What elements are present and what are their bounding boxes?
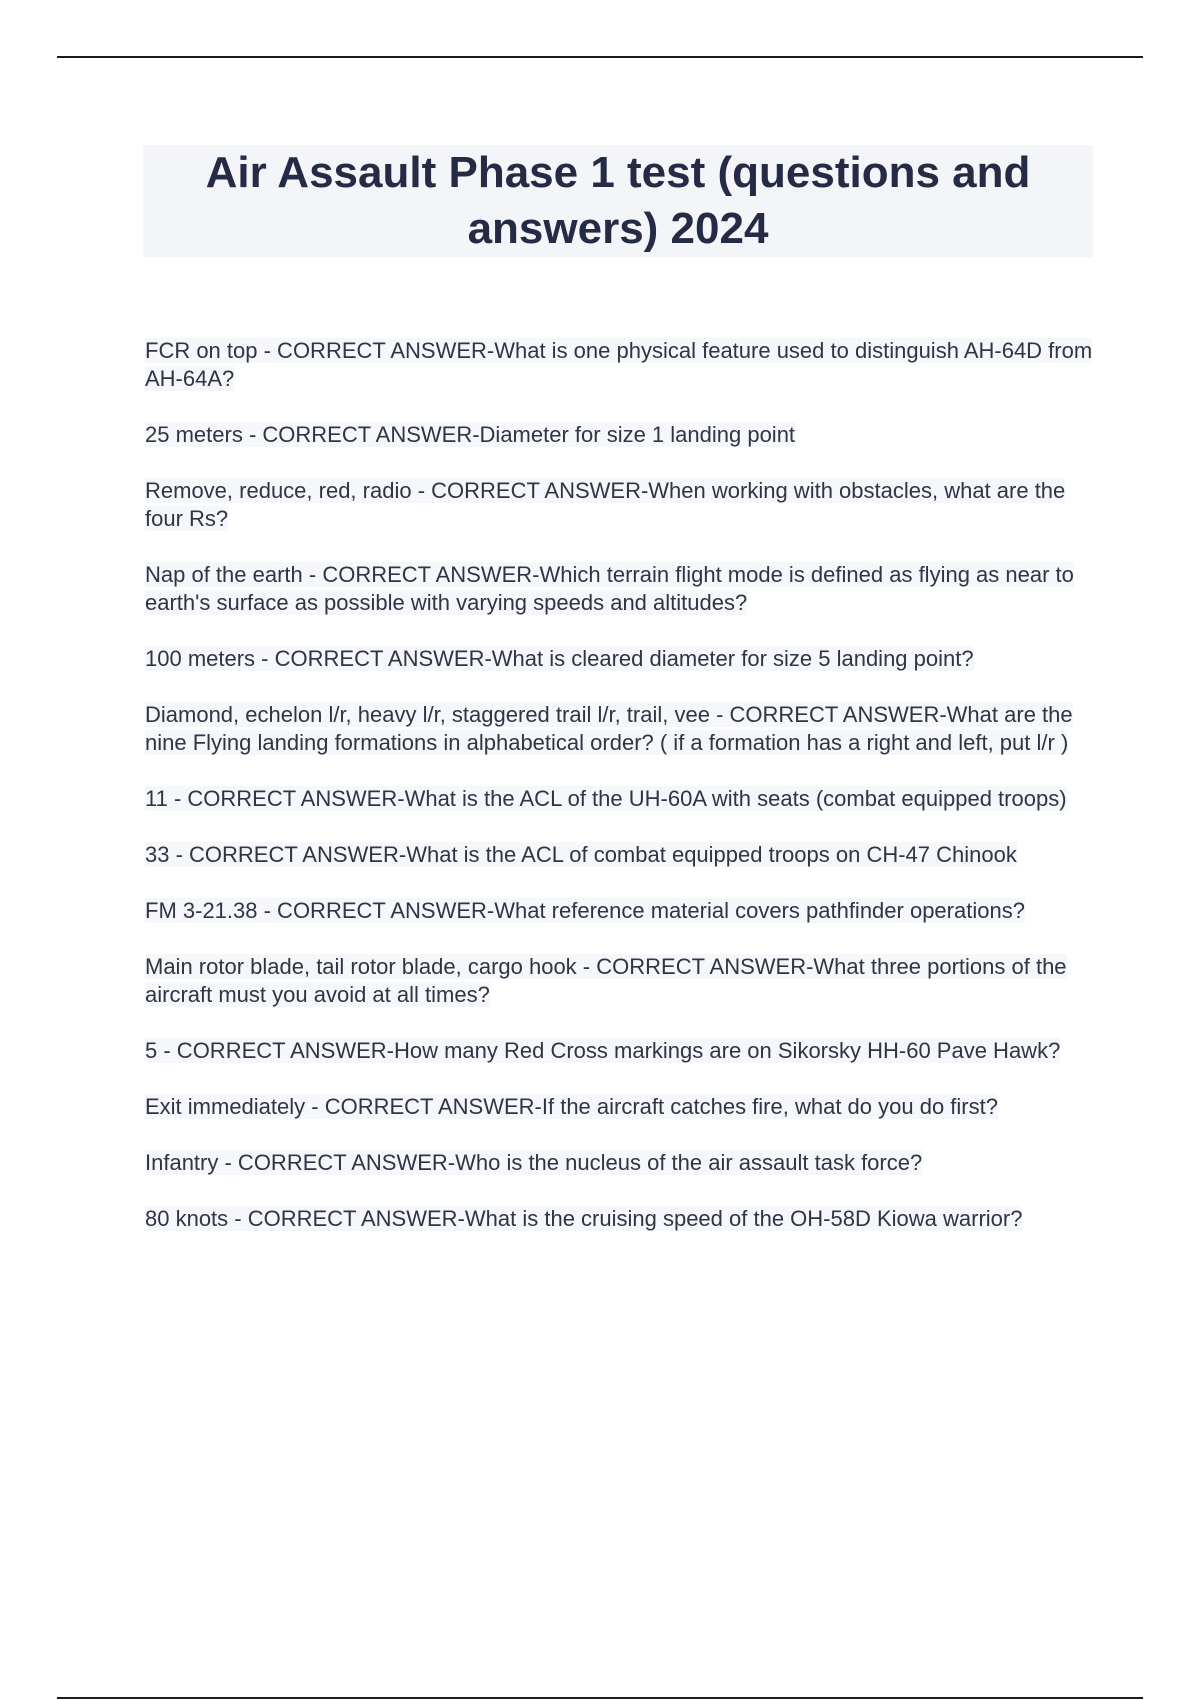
qa-item — [145, 477, 1095, 533]
qa-separator: - CORRECT ANSWER- — [157, 1038, 394, 1063]
qa-text — [145, 646, 974, 671]
qa-question: What is the ACL of combat equipped troops on CH-47 Chinook — [406, 842, 1017, 867]
qa-text — [145, 1150, 922, 1175]
qa-text — [145, 842, 1017, 867]
qa-question: What is the cruising speed of the OH-58D Kiowa warrior? — [464, 1206, 1023, 1231]
qa-text — [145, 1094, 998, 1119]
qa-question: If the aircraft catches fire, what do you do first? — [541, 1094, 998, 1119]
qa-answer: 25 meters — [145, 422, 243, 447]
qa-answer: FCR on top — [145, 338, 258, 363]
qa-text — [145, 702, 1073, 755]
qa-text — [145, 954, 1067, 1007]
qa-question: What is the ACL of the UH-60A with seats (combat equipped troops) — [404, 786, 1067, 811]
qa-answer: Main rotor blade, tail rotor blade, cargo hook — [145, 954, 577, 979]
qa-answer: Infantry — [145, 1150, 219, 1175]
qa-separator: - CORRECT ANSWER- — [218, 1150, 456, 1175]
qa-text — [145, 338, 1092, 391]
qa-separator: - CORRECT ANSWER- — [305, 1094, 542, 1119]
qa-item — [145, 897, 1095, 925]
qa-separator: - CORRECT ANSWER- — [242, 422, 480, 447]
qa-text — [145, 478, 1065, 531]
qa-text — [145, 422, 795, 447]
qa-answer: FM 3-21.38 — [145, 898, 258, 923]
qa-separator: - CORRECT ANSWER- — [257, 338, 495, 363]
qa-answer: Diamond, echelon l/r, heavy l/r, staggered trail l/r, trail, vee — [145, 702, 710, 727]
qa-item — [145, 701, 1095, 757]
qa-item — [145, 645, 1095, 673]
qa-question: What is cleared diameter for size 5 landing point? — [491, 646, 974, 671]
qa-answer: Nap of the earth — [145, 562, 303, 587]
top-rule — [57, 56, 1143, 58]
qa-answer: 11 — [145, 786, 168, 811]
qa-question: How many Red Cross markings are on Sikorsky HH-60 Pave Hawk? — [393, 1038, 1061, 1063]
qa-separator: - CORRECT ANSWER- — [709, 702, 947, 727]
qa-answer: 100 meters — [145, 646, 256, 671]
qa-answer: Exit immediately — [145, 1094, 306, 1119]
page-title: Air Assault Phase 1 test (questions and answers) 2024 — [205, 148, 1031, 253]
qa-item — [145, 785, 1095, 813]
qa-text — [145, 1038, 1060, 1063]
qa-answer: 80 knots — [145, 1206, 229, 1231]
qa-answer: 33 — [145, 842, 170, 867]
qa-question: Who is the nucleus of the air assault task force? — [455, 1150, 923, 1175]
qa-item — [145, 1037, 1095, 1065]
qa-item — [145, 1149, 1095, 1177]
qa-question: What is one physical feature used to distinguish AH-64D from AH-64A? — [145, 338, 1093, 391]
qa-question: Diameter for size 1 landing point — [479, 422, 796, 447]
qa-separator: - CORRECT ANSWER- — [411, 478, 649, 503]
title-banner — [143, 145, 1093, 257]
qa-text — [145, 1206, 1022, 1231]
qa-list — [145, 337, 1095, 1261]
qa-item — [145, 841, 1095, 869]
qa-text — [145, 562, 1074, 615]
qa-separator: - CORRECT ANSWER- — [228, 1206, 465, 1231]
qa-question: What are the nine Flying landing formations in alphabetical order? ( if a formation has a right and left, put l/r ) — [145, 702, 1073, 755]
qa-item — [145, 337, 1095, 393]
qa-separator: - CORRECT ANSWER- — [167, 786, 405, 811]
qa-answer: Remove, reduce, red, radio — [145, 478, 412, 503]
qa-question: What reference material covers pathfinder operations? — [494, 898, 1025, 923]
qa-question: Which terrain flight mode is defined as flying as near to earth's surface as possible with varying speeds and altitudes? — [145, 562, 1074, 615]
qa-item — [145, 561, 1095, 617]
qa-item — [145, 421, 1095, 449]
qa-question: What three portions of the aircraft must you avoid at all times? — [145, 954, 1067, 1007]
qa-separator: - CORRECT ANSWER- — [302, 562, 540, 587]
bottom-rule — [57, 1697, 1143, 1699]
qa-answer: 5 — [145, 1038, 158, 1063]
qa-item — [145, 1205, 1095, 1233]
qa-text — [145, 898, 1025, 923]
qa-item — [145, 953, 1095, 1009]
qa-text — [145, 786, 1067, 811]
qa-separator: - CORRECT ANSWER- — [257, 898, 495, 923]
qa-separator: - CORRECT ANSWER- — [169, 842, 407, 867]
qa-separator: - CORRECT ANSWER- — [576, 954, 814, 979]
qa-item — [145, 1093, 1095, 1121]
qa-separator: - CORRECT ANSWER- — [255, 646, 492, 671]
qa-question: When working with obstacles, what are the four Rs? — [145, 478, 1066, 531]
